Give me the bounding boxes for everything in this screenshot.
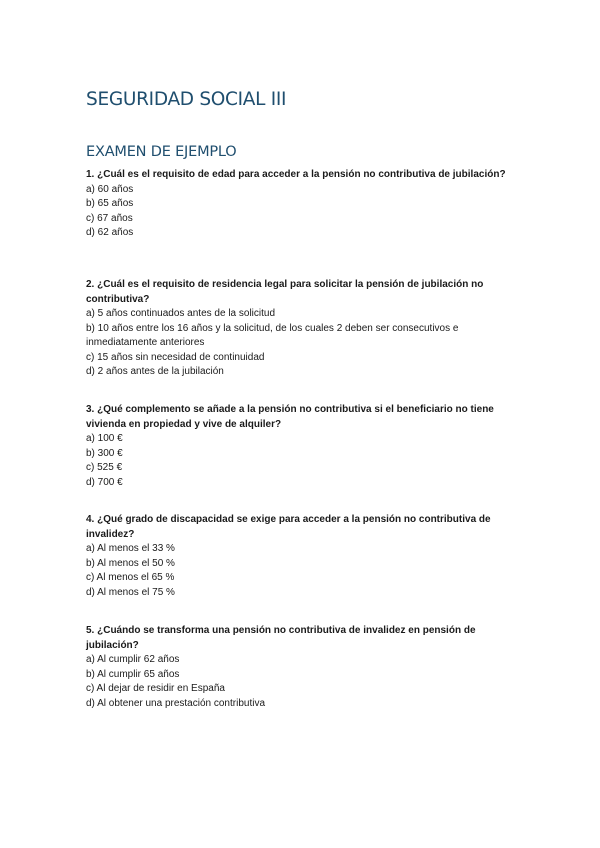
answer-option-d: d) Al obtener una prestación contributiva (86, 697, 265, 709)
question-1 (86, 168, 526, 241)
answer-option-c: c) Al menos el 65 % (86, 572, 175, 584)
answer-option-a: a) Al cumplir 62 años (86, 654, 180, 665)
answer-option-a: a) 60 años (86, 183, 134, 195)
answer-option-a: a) 5 años continuados antes de la solicitud (86, 308, 276, 319)
question-text: 5. ¿Cuándo se transforma una pensión no contributiva de invalidez en pensión de jubilación? (86, 625, 476, 651)
answer-option-c: c) Al dejar de residir en España (86, 683, 225, 695)
document-title: SEGURIDAD SOCIAL III (86, 89, 287, 110)
answer-options (86, 183, 526, 241)
answer-option-b: b) 65 años (86, 198, 134, 210)
answer-options (86, 307, 526, 380)
question-text: 3. ¿Qué complemento se añade a la pensión no contributiva si el beneficiario no tiene vivienda en propiedad y vive de alquiler? (86, 404, 494, 430)
document-subtitle: EXAMEN DE EJEMPLO (86, 144, 237, 160)
answer-options (86, 653, 526, 711)
answer-option-a: a) Al menos el 33 % (86, 543, 175, 554)
answer-option-d: d) 2 años antes de la jubilación (86, 366, 224, 378)
question-2 (86, 278, 526, 380)
answer-option-c: c) 15 años sin necesidad de continuidad (86, 351, 265, 363)
answer-option-c: c) 67 años (86, 212, 133, 224)
question-text: 4. ¿Qué grado de discapacidad se exige para acceder a la pensión no contributiva de invalidez? (86, 514, 491, 540)
question-text: 2. ¿Cuál es el requisito de residencia legal para solicitar la pensión de jubilación no contributiva? (86, 279, 484, 305)
answer-option-b: b) Al cumplir 65 años (86, 668, 180, 680)
question-3 (86, 403, 526, 490)
answer-option-b: b) 300 € (86, 447, 123, 459)
answer-option-d: d) 62 años (86, 227, 134, 239)
answer-option-b: b) 10 años entre los 16 años y la solicitud, de los cuales 2 deben ser consecutivos e inmediatamente anteriores (86, 322, 459, 349)
question-5 (86, 624, 526, 711)
answer-option-a: a) 100 € (86, 433, 123, 444)
answer-option-d: d) 700 € (86, 476, 123, 488)
question-4 (86, 513, 526, 600)
question-text: 1. ¿Cuál es el requisito de edad para acceder a la pensión no contributiva de jubilación? (86, 169, 506, 180)
answer-option-b: b) Al menos el 50 % (86, 557, 175, 569)
answer-options (86, 542, 526, 600)
answer-option-d: d) Al menos el 75 % (86, 586, 175, 598)
answer-option-c: c) 525 € (86, 462, 123, 474)
answer-options (86, 432, 526, 490)
